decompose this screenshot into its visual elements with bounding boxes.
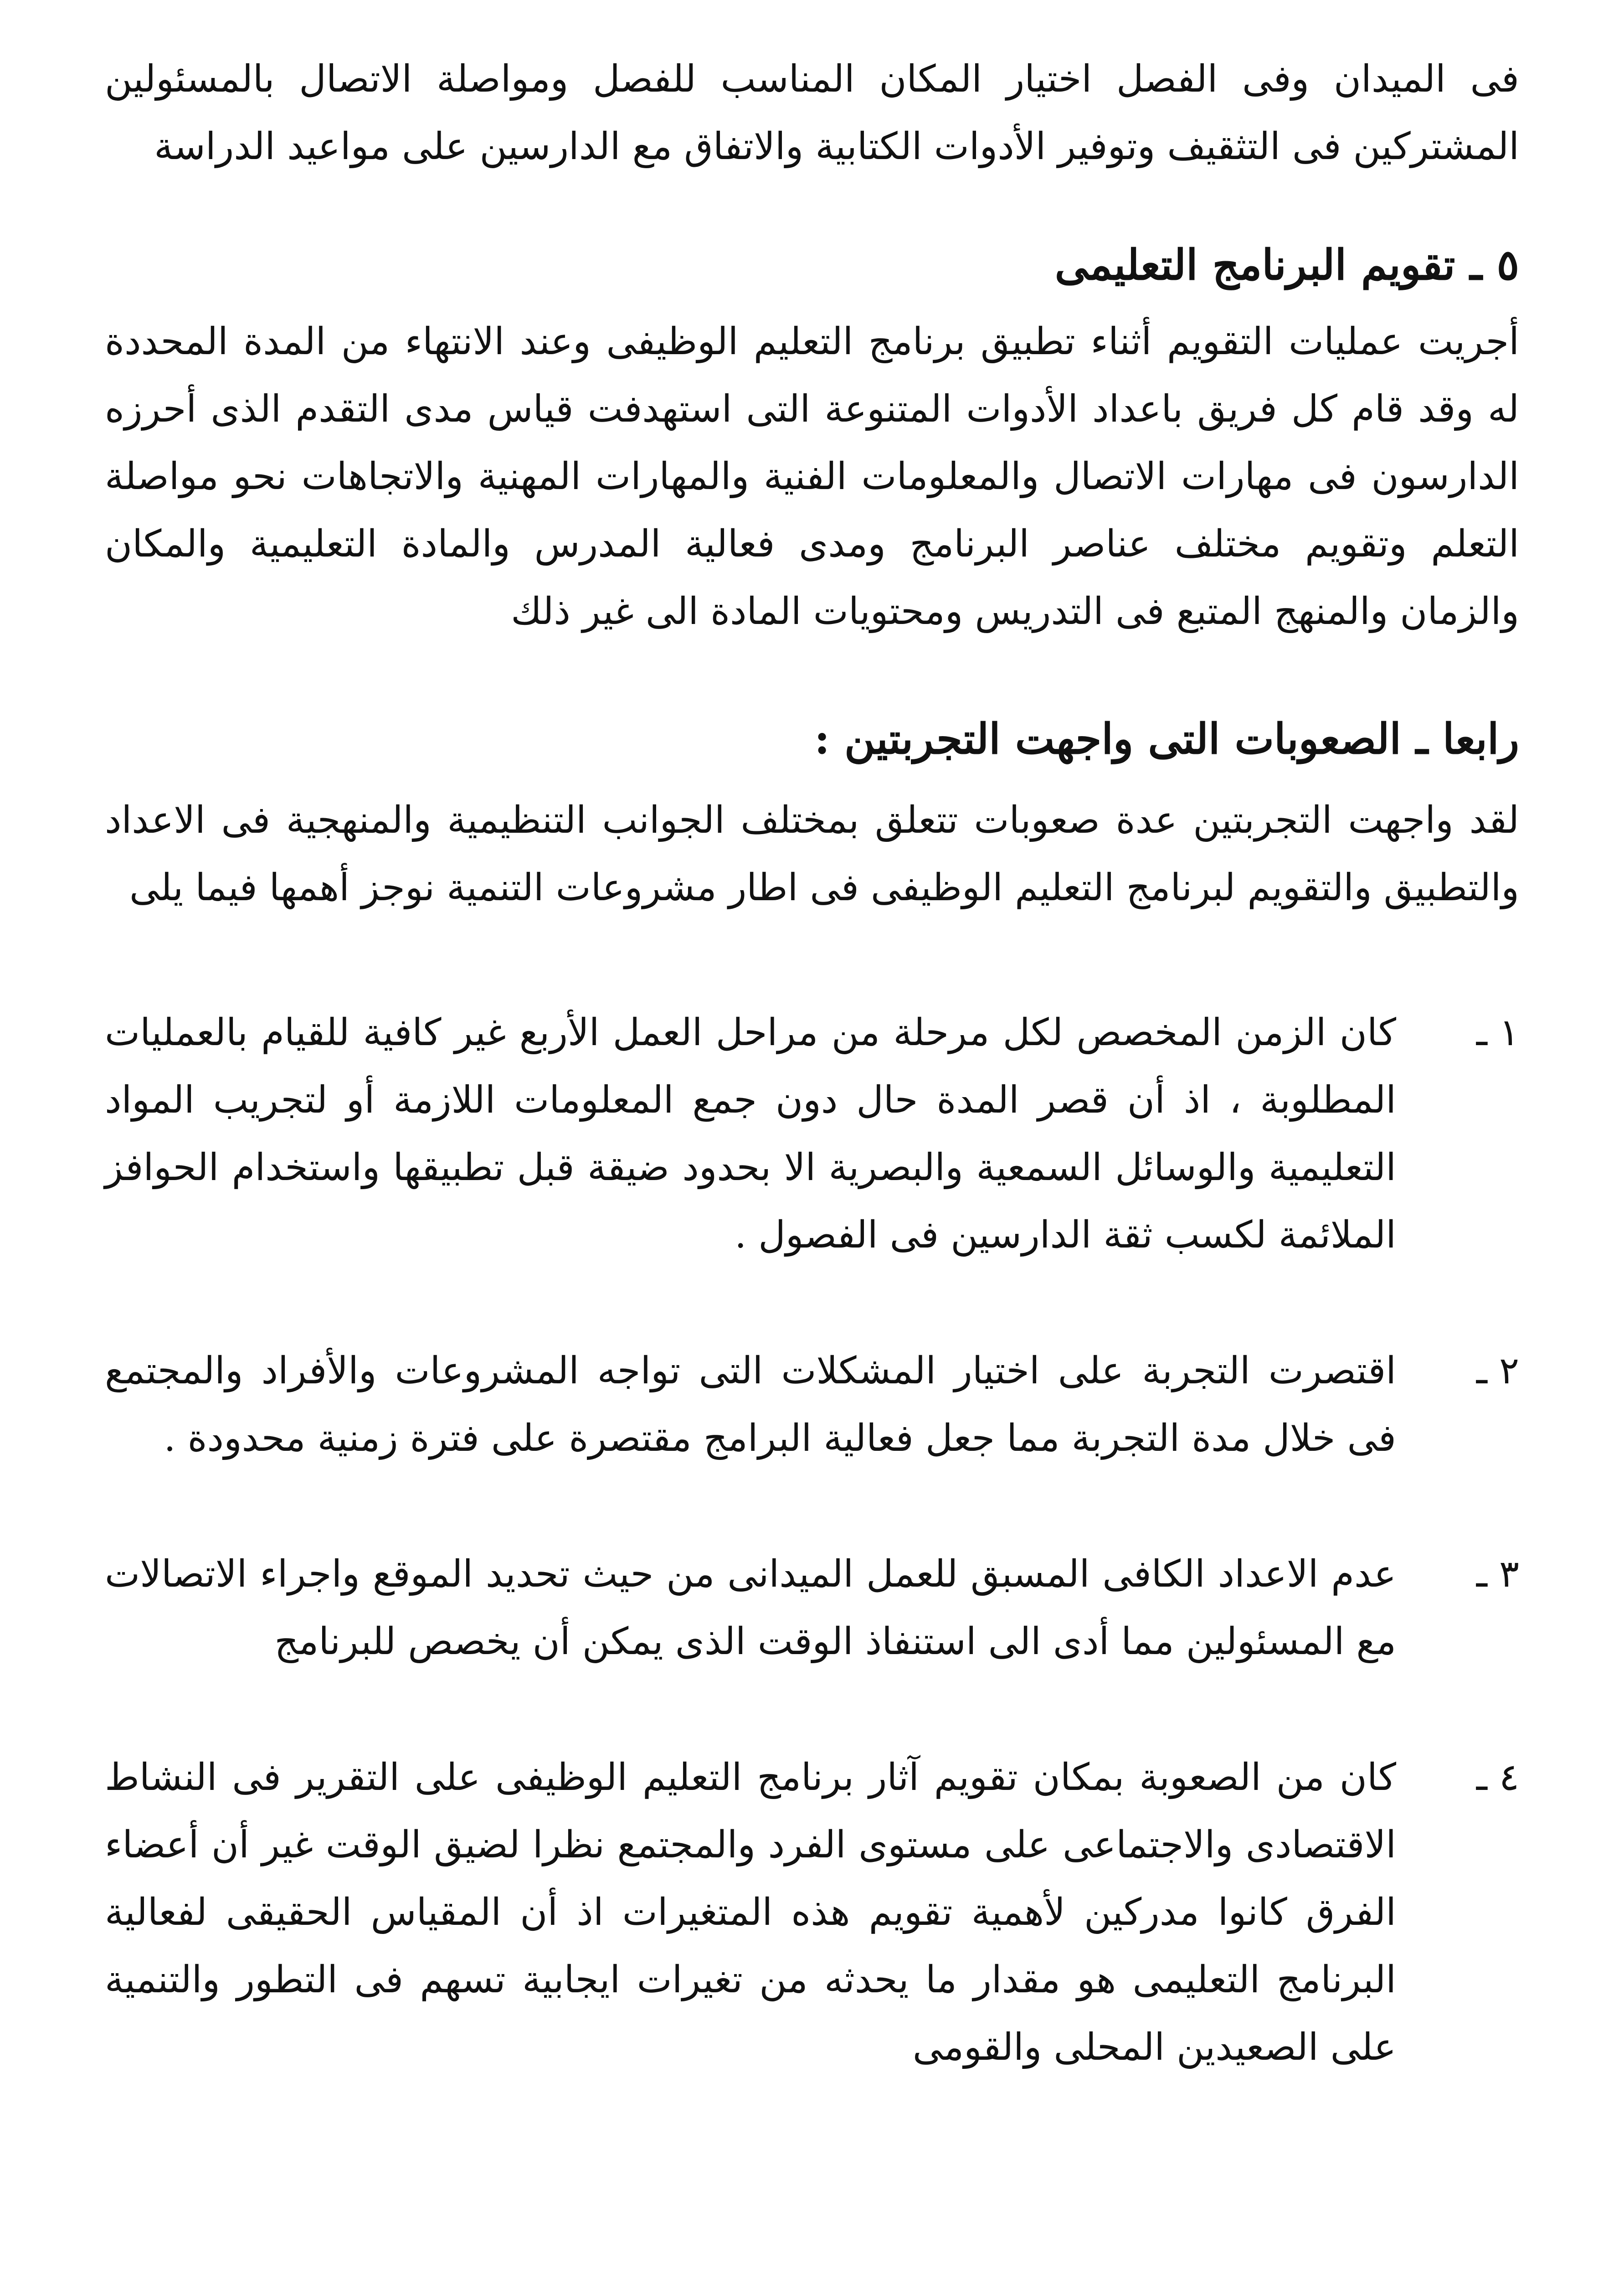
list-item <box>105 1337 1519 1472</box>
section-5-heading: ٥ ـ تقويم البرنامج التعليمى <box>1054 240 1519 289</box>
list-item-number: ٢ ـ <box>1476 1349 1519 1392</box>
list-item-text: عدم الاعداد الكافى المسبق للعمل الميدانى من حيث تحديد الموقع واجراء الاتصالات مع المسئولين مما أدى الى استنفاذ الوقت الذى يمكن أن يخصص للبرنامج <box>105 1552 1396 1663</box>
list-item-number: ٤ ـ <box>1476 1756 1519 1799</box>
document-page <box>105 46 1519 2279</box>
list-item-text: اقتصرت التجربة على اختيار المشكلات التى تواجه المشروعات والأفراد والمجتمع فى خلال مدة التجربة مما جعل فعالية البرامج مقتصرة على فترة زمنية محدودة . <box>105 1349 1396 1460</box>
difficulties-list <box>105 999 1519 2081</box>
section-4-intro-paragraph: لقد واجهت التجربتين عدة صعوبات تتعلق بمختلف الجوانب التنظيمية والمنهجية فى الاعداد والتطبيق والتقويم لبرنامج التعليم الوظيفى فى اطار مشروعات التنمية نوجز أهمها فيما يلى <box>105 799 1519 909</box>
list-item <box>105 999 1519 1269</box>
list-item-text: كان الزمن المخصص لكل مرحلة من مراحل العمل الأربع غير كافية للقيام بالعمليات المطلوبة ، اذ أن قصر المدة حال دون جمع المعلومات اللازمة أو لتجريب المواد التعليمية والوسائل السمعية والبصرية الا بحدود ضيقة قبل تطبيقها واستخدام الحوافز الملائمة لكسب ثقة الدارسين فى الفصول . <box>105 1011 1396 1257</box>
list-item <box>105 1744 1519 2081</box>
intro-paragraph: فى الميدان وفى الفصل اختيار المكان المناسب للفصل ومواصلة الاتصال بالمسئولين المشتركين فى التثقيف وتوفير الأدوات الكتابية والاتفاق مع الدارسين على مواعيد الدراسة <box>105 57 1519 168</box>
section-5-paragraph: أجريت عمليات التقويم أثناء تطبيق برنامج التعليم الوظيفى وعند الانتهاء من المدة المحددة له وقد قام كل فريق باعداد الأدوات المتنوعة التى استهدفت قياس مدى التقدم الذى أحرزه الدارسون فى مهارات الاتصال والمعلومات الفنية والمهارات المهنية والاتجاهات نحو مواصلة التعلم وتقويم مختلف عناصر البرنامج ومدى فعالية المدرس والمادة التعليمية والمكان والزمان والمنهج المتبع فى التدريس ومحتويات المادة الى غير ذلك <box>105 320 1519 633</box>
list-item-number: ٣ ـ <box>1476 1552 1519 1596</box>
list-item <box>105 1541 1519 1676</box>
list-item-text: كان من الصعوبة بمكان تقويم آثار برنامج التعليم الوظيفى على التقرير فى النشاط الاقتصادى والاجتماعى على مستوى الفرد والمجتمع نظرا لضيق الوقت غير أن أعضاء الفرق كانوا مدركين لأهمية تقويم هذه المتغيرات اذ أن المقياس الحقيقى لفعالية البرنامج التعليمى هو مقدار ما يحدثه من تغيرات ايجابية تسهم فى التطور والتنمية على الصعيدين المحلى والقومى <box>105 1756 1396 2069</box>
section-4-heading: رابعا ـ الصعوبات التى واجهت التجربتين : <box>814 714 1519 763</box>
list-item-number: ١ ـ <box>1476 1011 1519 1054</box>
